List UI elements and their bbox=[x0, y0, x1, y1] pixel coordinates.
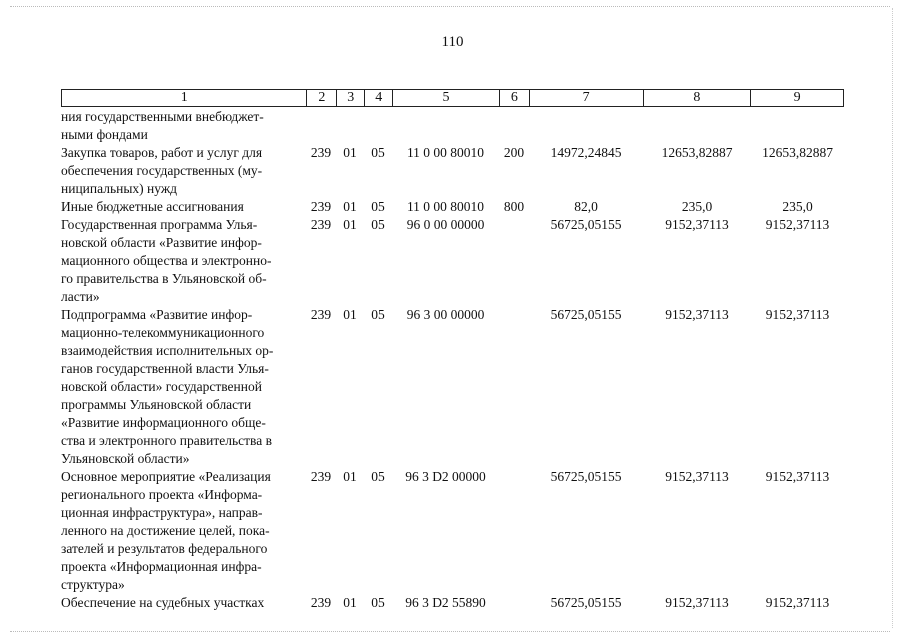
row-name-line: Подпрограмма «Развитие инфор- bbox=[61, 307, 253, 322]
row-name-cell bbox=[61, 216, 306, 306]
row-cell-c3: 01 bbox=[343, 307, 357, 322]
row-name-cell bbox=[61, 198, 306, 216]
row-name-line: «Развитие информационного обще- bbox=[61, 415, 266, 430]
scan-edge-bottom bbox=[10, 631, 890, 632]
row-cell-c5: 11 0 00 80010 bbox=[406, 199, 485, 214]
row-name-line: Иные бюджетные ассигнования bbox=[61, 199, 244, 214]
header-col-3: 3 bbox=[336, 90, 364, 106]
scan-edge-top bbox=[10, 6, 890, 7]
table-row bbox=[61, 594, 844, 612]
row-name-line: мационного общества и электронно- bbox=[61, 253, 272, 268]
row-cell-c7: 56725,05155 bbox=[550, 217, 622, 232]
header-col-9: 9 bbox=[750, 90, 843, 106]
row-name-line: мационно-телекоммуникационного bbox=[61, 325, 265, 340]
row-name-line: взаимодействия исполнительных ор- bbox=[61, 343, 274, 358]
row-cell-c7: 82,0 bbox=[574, 199, 598, 214]
row-cell-c2: 239 bbox=[310, 199, 332, 214]
row-cell-c4: 05 bbox=[371, 217, 385, 232]
row-name-line: зателей и результатов федерального bbox=[61, 541, 268, 556]
row-cell-c4: 05 bbox=[371, 307, 385, 322]
table-row bbox=[61, 108, 844, 144]
row-cell-c8: 12653,82887 bbox=[661, 145, 733, 160]
row-cell-c8: 9152,37113 bbox=[665, 217, 729, 232]
row-name-cell bbox=[61, 108, 306, 144]
row-name-line: ленного на достижение целей, пока- bbox=[61, 523, 270, 538]
row-cell-c5: 96 3 D2 55890 bbox=[405, 595, 486, 610]
row-cell-c2: 239 bbox=[310, 217, 332, 232]
row-name-line: ными фондами bbox=[61, 127, 148, 142]
row-name-line: обеспечения государственных (му- bbox=[61, 163, 263, 178]
row-name-line: проекта «Информационная инфра- bbox=[61, 559, 262, 574]
row-cell-c4: 05 bbox=[371, 469, 385, 484]
row-name-line: ниципальных) нужд bbox=[61, 181, 178, 196]
header-col-5: 5 bbox=[392, 90, 499, 106]
row-name-line: структура» bbox=[61, 577, 125, 592]
header-col-7: 7 bbox=[529, 90, 643, 106]
row-cell-c4: 05 bbox=[371, 145, 385, 160]
row-cell-c2: 239 bbox=[310, 307, 332, 322]
row-cell-c3: 01 bbox=[343, 469, 357, 484]
row-cell-c5: 96 3 D2 00000 bbox=[405, 469, 486, 484]
row-name-cell bbox=[61, 468, 306, 594]
row-cell-c9: 9152,37113 bbox=[765, 217, 830, 232]
row-cell-c6: 800 bbox=[503, 199, 525, 214]
row-name-line: Обеспечение на судебных участках bbox=[61, 595, 265, 610]
row-cell-c9: 9152,37113 bbox=[765, 469, 830, 484]
row-name-line: ласти» bbox=[61, 289, 100, 304]
row-cell-c4: 05 bbox=[371, 199, 385, 214]
row-cell-c5: 96 0 00 00000 bbox=[406, 217, 485, 232]
row-cell-c8: 9152,37113 bbox=[665, 595, 729, 610]
row-name-line: ства и электронного правительства в bbox=[61, 433, 272, 448]
row-name-line: ганов государственной власти Улья- bbox=[61, 361, 269, 376]
table-body bbox=[61, 108, 844, 612]
row-cell-c3: 01 bbox=[343, 595, 357, 610]
row-name-line: го правительства в Ульяновской об- bbox=[61, 271, 267, 286]
row-cell-c3: 01 bbox=[343, 199, 357, 214]
row-name-cell bbox=[61, 594, 306, 612]
row-name-line: регионального проекта «Информа- bbox=[61, 487, 263, 502]
row-cell-c5: 96 3 00 00000 bbox=[406, 307, 485, 322]
row-cell-c7: 56725,05155 bbox=[550, 307, 622, 322]
table-row bbox=[61, 306, 844, 468]
header-col-4: 4 bbox=[364, 90, 392, 106]
row-name-line: ния государственными внебюджет- bbox=[61, 109, 264, 124]
header-col-8: 8 bbox=[643, 90, 751, 106]
row-cell-c8: 235,0 bbox=[681, 199, 713, 214]
row-cell-c8: 9152,37113 bbox=[665, 307, 729, 322]
table-header bbox=[61, 89, 844, 107]
row-cell-c7: 56725,05155 bbox=[550, 595, 622, 610]
row-cell-c3: 01 bbox=[343, 145, 357, 160]
row-cell-c2: 239 bbox=[310, 145, 332, 160]
row-cell-c2: 239 bbox=[310, 595, 332, 610]
table-row bbox=[61, 216, 844, 306]
row-name-line: программы Ульяновской области bbox=[61, 397, 252, 412]
row-cell-c7: 56725,05155 bbox=[550, 469, 622, 484]
table-row bbox=[61, 144, 844, 198]
row-name-line: Ульяновской области» bbox=[61, 451, 190, 466]
row-name-line: Основное мероприятие «Реализация bbox=[61, 469, 271, 484]
row-cell-c4: 05 bbox=[371, 595, 385, 610]
row-name-line: ционная инфраструктура», направ- bbox=[61, 505, 263, 520]
row-cell-c6: 200 bbox=[503, 145, 525, 160]
header-col-2: 2 bbox=[306, 90, 336, 106]
header-col-6: 6 bbox=[499, 90, 529, 106]
row-cell-c9: 12653,82887 bbox=[762, 145, 833, 160]
page-number: 110 bbox=[441, 34, 464, 50]
row-name-cell bbox=[61, 306, 306, 468]
row-cell-c9: 9152,37113 bbox=[765, 595, 830, 610]
row-cell-c3: 01 bbox=[343, 217, 357, 232]
row-cell-c9: 9152,37113 bbox=[765, 307, 830, 322]
header-col-1: 1 bbox=[180, 90, 188, 105]
row-cell-c7: 14972,24845 bbox=[550, 145, 622, 160]
row-cell-c5: 11 0 00 80010 bbox=[406, 145, 485, 160]
row-name-line: новской области» государственной bbox=[61, 379, 262, 394]
row-name-cell bbox=[61, 144, 306, 198]
row-cell-c8: 9152,37113 bbox=[665, 469, 729, 484]
row-name-line: Государственная программа Улья- bbox=[61, 217, 258, 232]
table-row bbox=[61, 198, 844, 216]
table-row bbox=[61, 468, 844, 594]
row-name-line: новской области «Развитие инфор- bbox=[61, 235, 262, 250]
row-name-line: Закупка товаров, работ и услуг для bbox=[61, 145, 263, 160]
row-cell-c2: 239 bbox=[310, 469, 332, 484]
scan-edge-right bbox=[892, 8, 893, 628]
row-cell-c9: 235,0 bbox=[782, 199, 813, 214]
